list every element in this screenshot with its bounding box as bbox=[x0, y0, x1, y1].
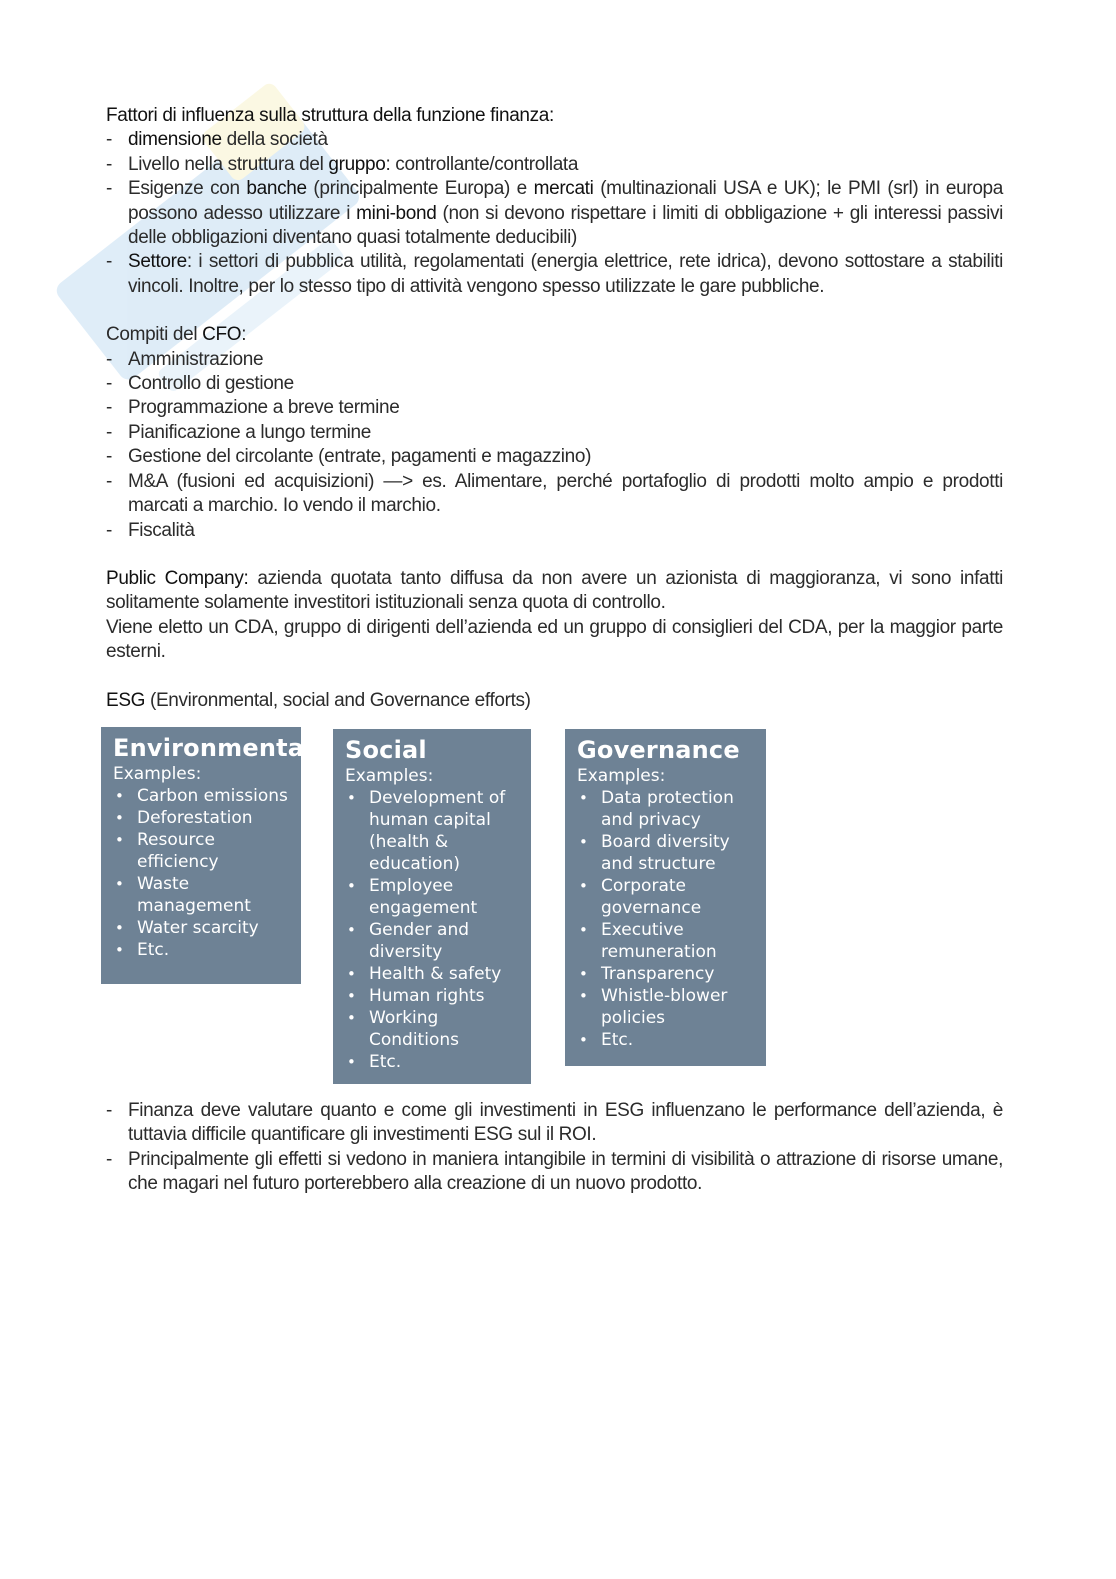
list-item: • Etc. bbox=[577, 1029, 756, 1051]
list-item: • Health & safety bbox=[345, 963, 521, 985]
list-item: • Etc. bbox=[345, 1051, 521, 1073]
esg-heading: ESG (Environmental, social and Governance efforts) bbox=[106, 689, 531, 711]
list-item: - Gestione del circolante (entrate, pagamenti e magazzino) bbox=[106, 445, 1003, 469]
box-title: Social bbox=[345, 736, 427, 764]
list-item: - Fiscalità bbox=[106, 519, 1003, 543]
list-item: - Controllo di gestione bbox=[106, 372, 1003, 396]
box-list bbox=[577, 787, 756, 1051]
list-item: • Resource efficiency bbox=[113, 829, 291, 873]
fattori-list bbox=[106, 128, 1003, 299]
list-item: • Data protection and privacy bbox=[577, 787, 756, 831]
esg-notes-list bbox=[106, 1099, 1003, 1197]
list-item: • Carbon emissions bbox=[113, 785, 291, 807]
examples-label: Examples: bbox=[345, 766, 434, 786]
box-title: Governance bbox=[577, 736, 740, 764]
esg-box-governance bbox=[565, 729, 766, 1066]
list-item: • Etc. bbox=[113, 939, 291, 961]
main-text bbox=[106, 104, 1003, 713]
list-item: - M&A (fusioni ed acquisizioni) —> es. Alimentare, perché portafoglio di prodotti molto ampio e prodotti marcati a marchio. Io vendo il marchio. bbox=[106, 470, 1003, 519]
list-item: • Development of human capital (health & education) bbox=[345, 787, 521, 875]
list-item: - Finanza deve valutare quanto e come gli investimenti in ESG influenzano le performance dell’azienda, è tuttavia difficile quantificare gli investimenti ESG sul il ROI. bbox=[106, 1099, 1003, 1148]
esg-box-environmental bbox=[101, 727, 313, 984]
list-item: • Water scarcity bbox=[113, 917, 291, 939]
list-item: - Programmazione a breve termine bbox=[106, 396, 1003, 420]
list-item: • Human rights bbox=[345, 985, 521, 1007]
section-heading-cfo: Compiti del CFO: bbox=[106, 324, 247, 346]
esg-box-social bbox=[333, 729, 531, 1084]
list-item: - Esigenze con banche (principalmente Europa) e mercati (multinazionali USA e UK); le PMI (srl) in europa possono adesso utilizzare i mini-bond (non si devono rispettare i limiti di obbligazione + gli interessi passivi delle obbligazioni diventano quasi totalmente deducibili) bbox=[106, 177, 1003, 250]
list-item: - Amministrazione bbox=[106, 348, 1003, 372]
list-item: • Corporate governance bbox=[577, 875, 756, 919]
cfo-list bbox=[106, 348, 1003, 543]
list-item: • Board diversity and structure bbox=[577, 831, 756, 875]
list-item: - Livello nella struttura del gruppo: controllante/controllata bbox=[106, 153, 1003, 177]
list-item: • Employee engagement bbox=[345, 875, 521, 919]
esg-notes bbox=[106, 1099, 1003, 1197]
section-heading-fattori: Fattori di influenza sulla struttura della funzione finanza: bbox=[106, 105, 554, 126]
list-item: • Transparency bbox=[577, 963, 756, 985]
list-item: - dimensione della società bbox=[106, 128, 1003, 152]
list-item: • Executive remuneration bbox=[577, 919, 756, 963]
examples-label: Examples: bbox=[577, 766, 666, 786]
list-item: - Pianificazione a lungo termine bbox=[106, 421, 1003, 445]
list-item: • Whistle-blower policies bbox=[577, 985, 756, 1029]
box-title: Environmental bbox=[113, 734, 313, 762]
box-list bbox=[345, 787, 521, 1073]
examples-label: Examples: bbox=[113, 764, 202, 784]
public-company-paragraph: Public Company: azienda quotata tanto diffusa da non avere un azionista di maggioranza, vi sono infatti solitamente solamente investitori istituzionali senza quota di controllo. bbox=[106, 567, 1003, 614]
list-item: • Waste management bbox=[113, 873, 291, 917]
list-item: • Deforestation bbox=[113, 807, 291, 829]
list-item: - Settore: i settori di pubblica utilità, regolamentati (energia elettrice, rete idrica), devono sottostare a stabiliti vincoli. Inoltre, per lo stesso tipo di attività vengono spesso utilizzate le gare pubbliche. bbox=[106, 250, 1003, 299]
list-item: - Principalmente gli effetti si vedono in maniera intangibile in termini di visibilità o attrazione di risorse umane, che magari nel futuro porterebbero alla creazione di un nuovo prodotto. bbox=[106, 1148, 1003, 1197]
list-item: • Working Conditions bbox=[345, 1007, 521, 1051]
list-item: • Gender and diversity bbox=[345, 919, 521, 963]
box-list bbox=[113, 785, 291, 961]
cda-paragraph: Viene eletto un CDA, gruppo di dirigenti dell’azienda ed un gruppo di consiglieri del CDA, per la maggior parte esterni. bbox=[106, 616, 1003, 663]
